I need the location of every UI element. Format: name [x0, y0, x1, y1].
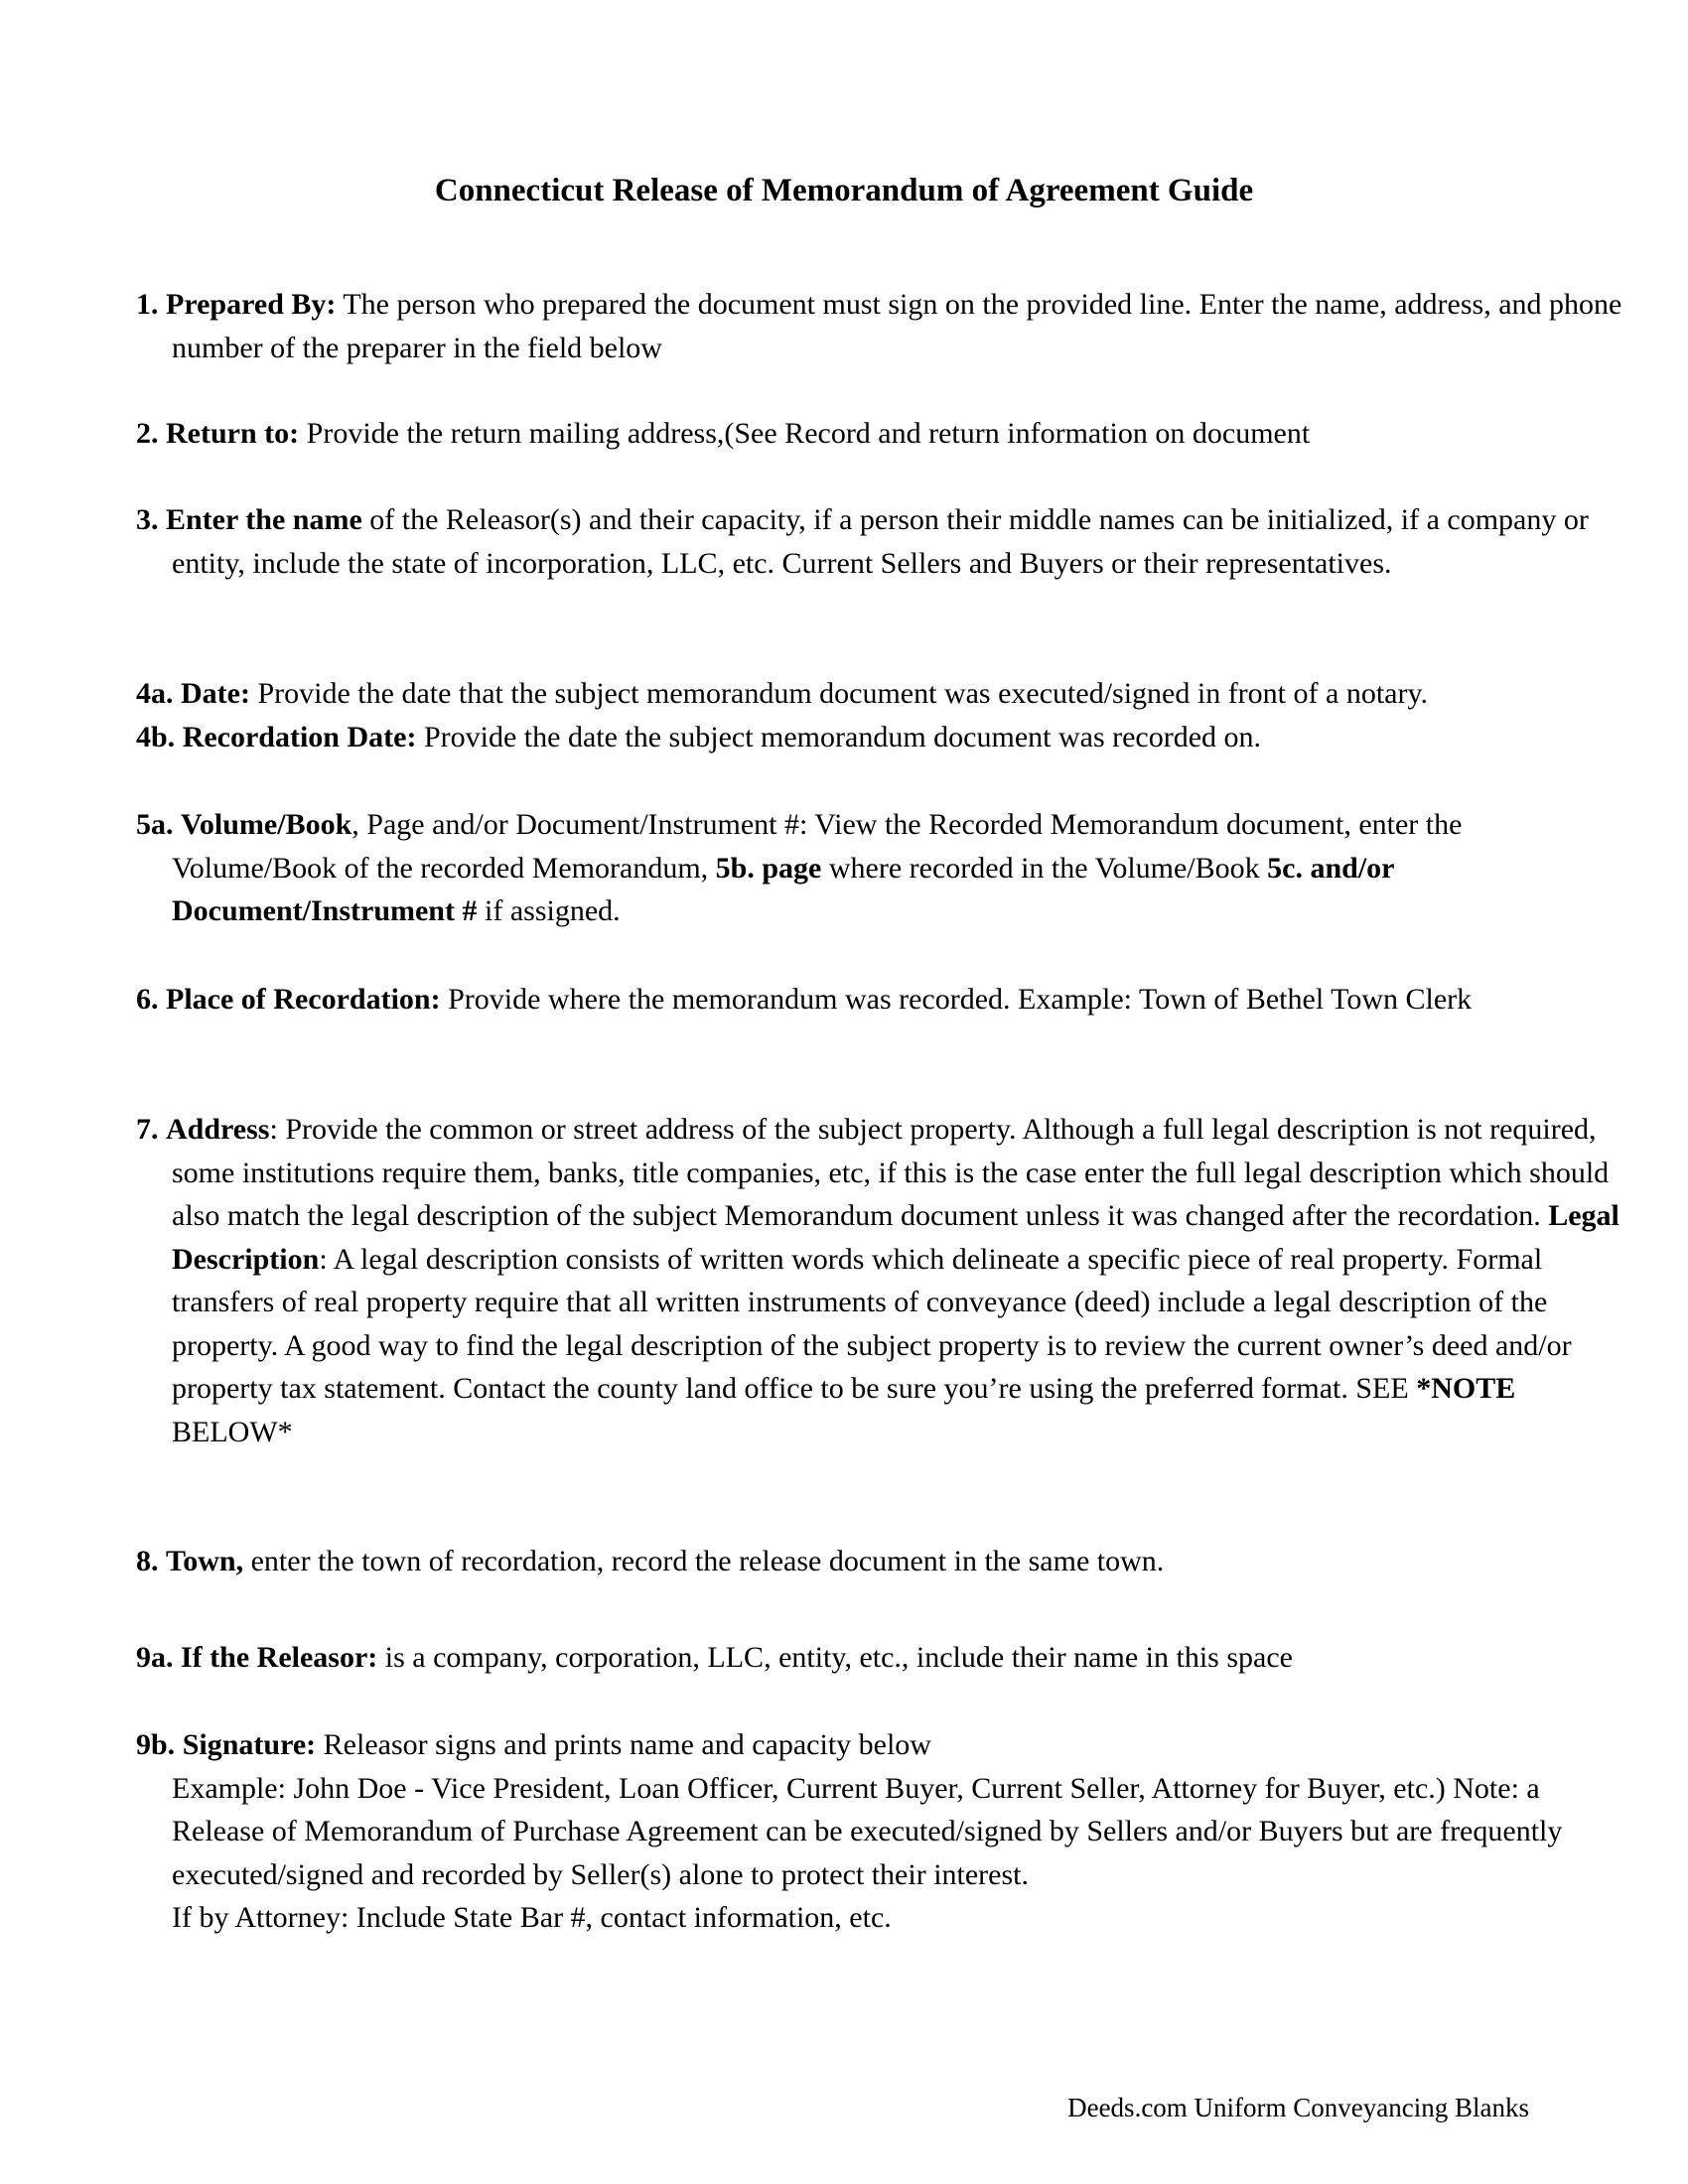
- item-label: Volume/Book: [181, 808, 352, 841]
- item-text: The person who prepared the document must sign on the provided line. Enter the name, address, and phone number of the preparer in the field below: [172, 288, 1622, 364]
- item-number: 4b.: [136, 721, 176, 753]
- item-text: , Page and/or Document/Instrument #: View the Recorded Memorandum document, enter the Volume/Book of the recorded Memorandum,: [172, 808, 1463, 885]
- item-text: Provide the date the subject memorandum document was recorded on.: [423, 721, 1262, 753]
- item-text-legal-description: : A legal description consists of written words which delineate a specific piece of real property. Formal transfers of real property require that all written instruments of conveyance (deed) include a legal description of the property. A good way to find the legal description of the subject property is to review the current owner’s deed and/or property tax statement. Contact the county land office to be sure you’re using the preferred format. SEE: [172, 1242, 1572, 1405]
- guide-item-8: [136, 1540, 1631, 1583]
- signature-example: Example: John Doe - Vice President, Loan Officer, Current Buyer, Current Seller, Attorney for Buyer, etc.) Note: a Release of Memorandum of Purchase Agreement can be executed/signed by Sellers and/or Buyers but are frequently executed/signed and recorded by Seller(s) alone to protect their interest.: [172, 1771, 1563, 1891]
- item-label-legal-description: Legal Description: [172, 1199, 1619, 1276]
- item-label: Place of Recordation:: [166, 983, 441, 1016]
- item-text: : Provide the common or street address of the subject property. Although a full legal description is not required, some institutions require them, banks, title companies, etc, if this is the case enter the full legal description which should also match the legal description of the subject Memorandum document unless it was changed after the recordation.: [172, 1113, 1610, 1232]
- page-title: Connecticut Release of Memorandum of Agreement Guide: [434, 173, 1254, 208]
- item-label: Return to:: [166, 417, 300, 450]
- item-label: If the Releasor:: [181, 1641, 378, 1674]
- guide-item-6: [136, 978, 1631, 1022]
- item-text-5b: where recorded in the Volume/Book: [828, 851, 1260, 885]
- item-text: of the Releasor(s) and their capacity, if a person their middle names can be initialized, if a company or entity, include the state of incorporation, LLC, etc. Current Sellers and Buyers or their representatives.: [172, 503, 1589, 580]
- item-label: Prepared By:: [166, 288, 337, 321]
- item-number: 2.: [136, 417, 159, 450]
- item-number: 4a.: [136, 677, 174, 710]
- item-text-5c: if assigned.: [485, 894, 621, 927]
- item-label: Town,: [166, 1545, 244, 1577]
- item-number: 9b.: [136, 1728, 176, 1761]
- item-number: 9a.: [136, 1641, 174, 1674]
- guide-item-3: [136, 498, 1631, 585]
- guide-item-4a: [136, 672, 1631, 716]
- guide-item-9a: [136, 1636, 1631, 1680]
- guide-item-5: [136, 803, 1631, 933]
- item-number: 7.: [136, 1113, 159, 1146]
- item-number: 8.: [136, 1545, 159, 1577]
- guide-item-4b: [136, 716, 1631, 759]
- item-text: Provide the return mailing address,(See Record and return information on document: [306, 417, 1311, 450]
- item-label: Recordation Date:: [182, 721, 417, 753]
- item-label: Date:: [181, 677, 250, 710]
- item-number: 5a.: [136, 808, 174, 841]
- item-label-5b: 5b. page: [715, 851, 822, 885]
- item-text: Provide the date that the subject memorandum document was executed/signed in front of a notary.: [257, 677, 1429, 710]
- item-label: Address: [166, 1113, 270, 1146]
- guide-item-7: [136, 1108, 1631, 1453]
- guide-item-9b: [136, 1723, 1631, 1940]
- attorney-note: If by Attorney: Include State Bar #, contact information, etc.: [172, 1901, 892, 1934]
- item-note-text: BELOW*: [172, 1415, 293, 1448]
- item-number: 1.: [136, 288, 159, 321]
- item-text: Releasor signs and prints name and capacity below: [323, 1728, 931, 1761]
- item-text: Provide where the memorandum was recorded. Example: Town of Bethel Town Clerk: [448, 983, 1473, 1016]
- item-label: Enter the name: [166, 503, 362, 536]
- item-text: is a company, corporation, LLC, entity, etc., include their name in this space: [384, 1641, 1293, 1674]
- guide-item-2: [136, 412, 1631, 456]
- item-text: enter the town of recordation, record the release document in the same town.: [250, 1545, 1165, 1577]
- footer-attribution: Deeds.com Uniform Conveyancing Blanks: [1067, 2093, 1529, 2122]
- item-number: 6.: [136, 983, 159, 1016]
- item-number: 3.: [136, 503, 159, 536]
- item-note-label: *NOTE: [1416, 1372, 1516, 1405]
- item-label: Signature:: [182, 1728, 317, 1761]
- item-label-5c: 5c. and/or Document/Instrument #: [172, 851, 1394, 927]
- guide-item-1: [136, 283, 1631, 369]
